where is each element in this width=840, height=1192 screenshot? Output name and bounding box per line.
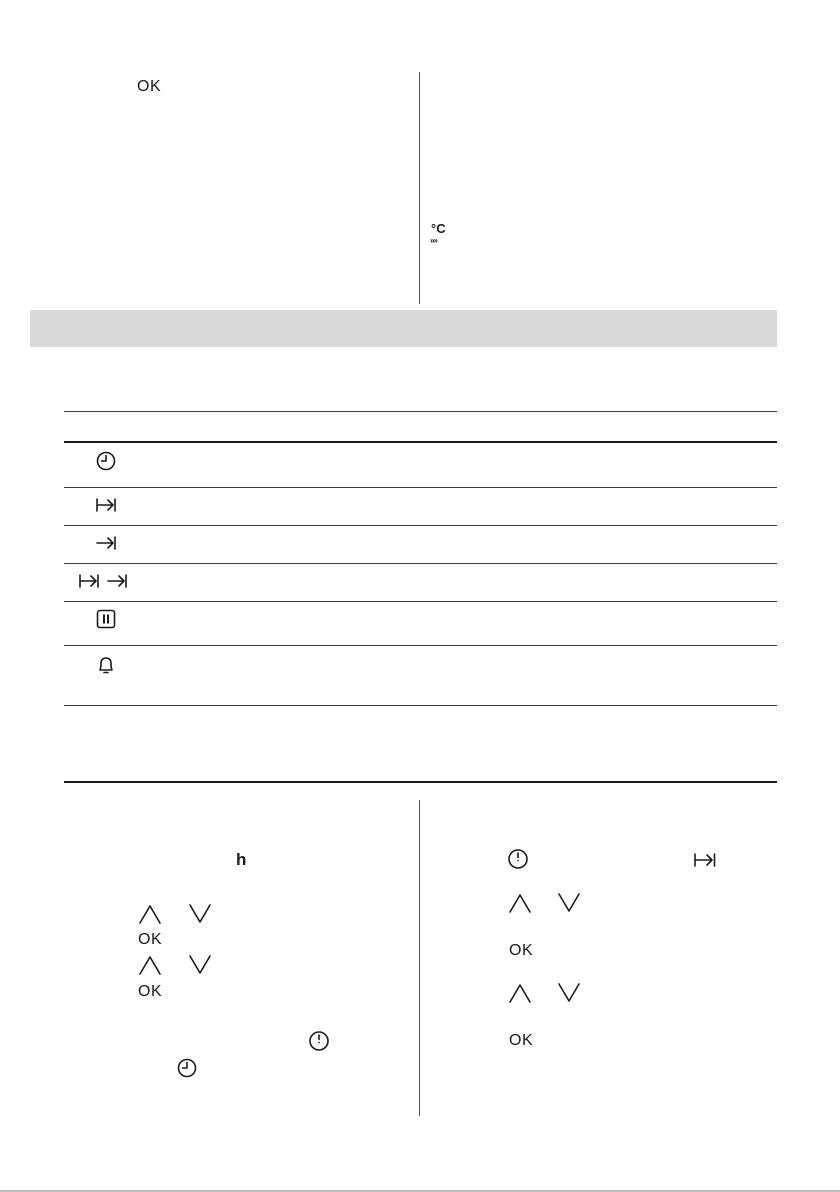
ok-button-label: OK xyxy=(509,942,534,959)
duration-icon xyxy=(96,497,116,513)
down-arrow-icon xyxy=(188,904,212,924)
table-top-rule xyxy=(64,411,777,412)
down-arrow-icon xyxy=(557,983,581,1003)
ok-button-label-top: OK xyxy=(137,78,162,95)
ok-button-label: OK xyxy=(138,983,163,1000)
pause-icon xyxy=(96,609,116,629)
table-row-rule xyxy=(64,525,777,526)
end-icon xyxy=(96,535,116,551)
up-arrow-icon xyxy=(138,904,162,924)
table-row-rule xyxy=(64,563,777,564)
clock-icon xyxy=(96,451,116,471)
ok-button-label: OK xyxy=(138,931,163,948)
table-row-rule xyxy=(64,601,777,602)
up-arrow-icon xyxy=(138,955,162,975)
up-arrow-icon xyxy=(508,983,532,1003)
table-row-rule xyxy=(64,487,777,488)
column-divider-top xyxy=(419,72,420,304)
table-header-rule xyxy=(64,441,777,443)
up-arrow-icon xyxy=(508,893,532,913)
time-delay-icon xyxy=(79,573,131,589)
clock-flash-icon xyxy=(308,1030,330,1052)
clock-flash-icon xyxy=(507,848,529,870)
duration-icon xyxy=(694,852,716,868)
column-divider-bottom xyxy=(419,800,420,1116)
clock-icon xyxy=(177,1058,197,1078)
bell-icon xyxy=(96,655,116,675)
table-row-rule xyxy=(64,645,777,646)
fast-heat-icon: »» xyxy=(430,236,437,245)
down-arrow-icon xyxy=(188,955,212,975)
down-arrow-icon xyxy=(557,893,581,913)
celsius-icon: °C xyxy=(431,221,446,236)
table-row-rule xyxy=(64,705,777,706)
ok-button-label: OK xyxy=(509,1032,534,1049)
section-heading-band xyxy=(30,310,777,347)
table-bottom-rule xyxy=(64,781,777,783)
hour-indicator: h xyxy=(236,850,247,869)
